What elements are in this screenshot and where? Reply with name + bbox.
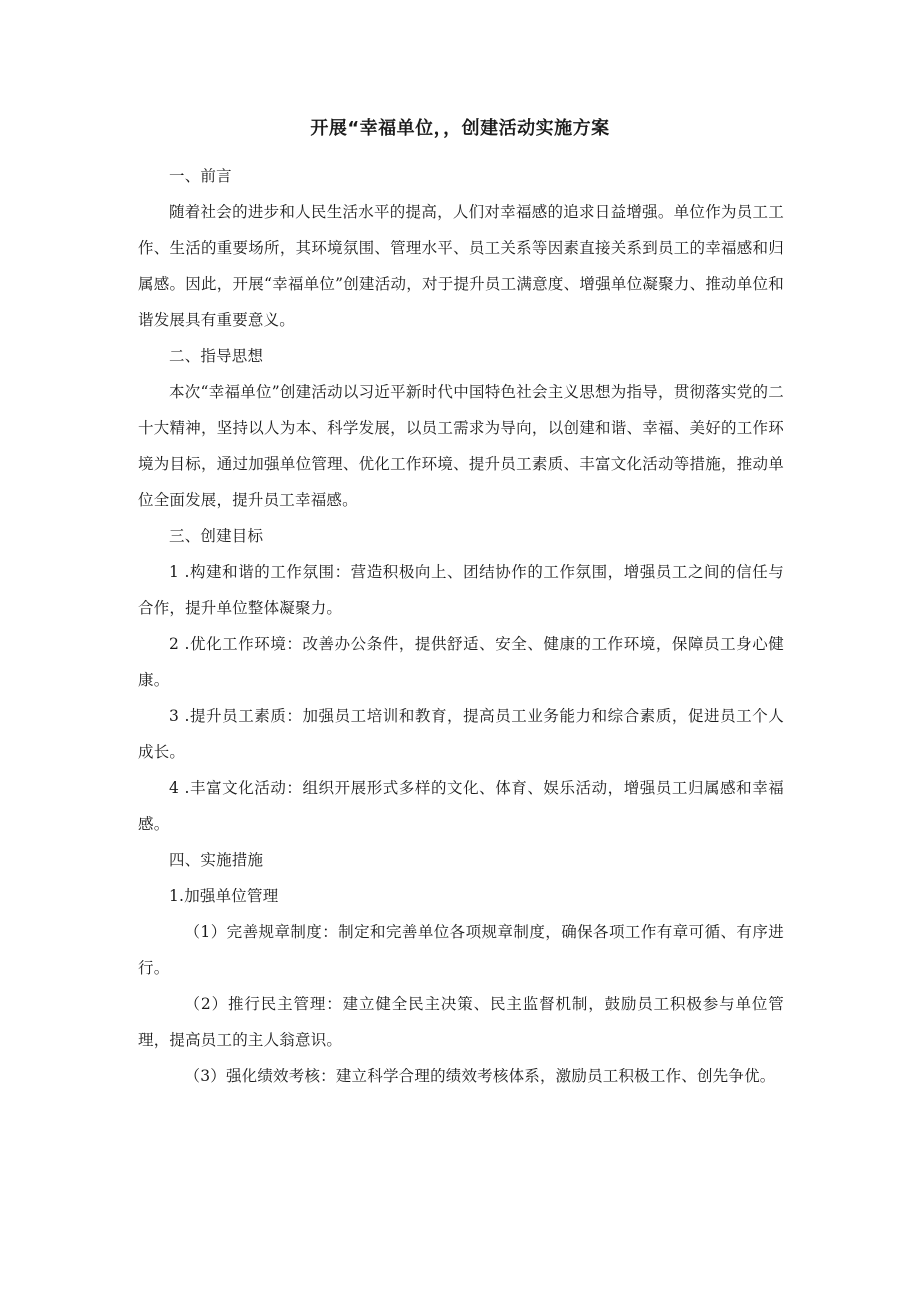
document-title: 开展“幸福单位，，创建活动实施方案 [310, 118, 610, 139]
document-body [138, 158, 784, 1094]
goal-item: 1 .构建和谐的工作氛围：营造积极向上、团结协作的工作氛围，增强员工之间的信任与合作，提升单位整体凝聚力。 [138, 563, 784, 617]
section-heading-preface: 一、前言 [169, 167, 232, 185]
measure-item: （2）推行民主管理：建立健全民主决策、民主监督机制，鼓励员工积极参与单位管理，提高员工的主人翁意识。 [138, 995, 784, 1049]
measure-item: （1）完善规章制度：制定和完善单位各项规章制度，确保各项工作有章可循、有序进行。 [138, 923, 784, 977]
goal-item: 4 .丰富文化活动：组织开展形式多样的文化、体育、娱乐活动，增强员工归属感和幸福感。 [138, 779, 784, 833]
section-heading-measures: 四、实施措施 [169, 851, 264, 869]
section-heading-goals: 三、创建目标 [169, 527, 264, 545]
goal-item: 2 .优化工作环境：改善办公条件，提供舒适、安全、健康的工作环境，保障员工身心健康。 [138, 635, 784, 689]
body-paragraph: 本次“幸福单位”创建活动以习近平新时代中国特色社会主义思想为指导，贯彻落实党的二十大精神，坚持以人为本、科学发展，以员工需求为导向，以创建和谐、幸福、美好的工作环境为目标，通过加强单位管理、优化工作环境、提升员工素质、丰富文化活动等措施，推动单位全面发展，提升员工幸福感。 [138, 383, 784, 509]
goal-item: 3 .提升员工素质：加强员工培训和教育，提高员工业务能力和综合素质，促进员工个人成长。 [138, 707, 784, 761]
subsection-heading: 1.加强单位管理 [169, 887, 279, 905]
measure-item: （3）强化绩效考核：建立科学合理的绩效考核体系，激励员工积极工作、创先争优。 [184, 1067, 776, 1085]
section-heading-guiding-thought: 二、指导思想 [169, 347, 264, 365]
body-paragraph: 随着社会的进步和人民生活水平的提高，人们对幸福感的追求日益增强。单位作为员工工作、生活的重要场所，其环境氛围、管理水平、员工关系等因素直接关系到员工的幸福感和归属感。因此，开展“幸福单位”创建活动，对于提升员工满意度、增强单位凝聚力、推动单位和谐发展具有重要意义。 [138, 203, 784, 329]
